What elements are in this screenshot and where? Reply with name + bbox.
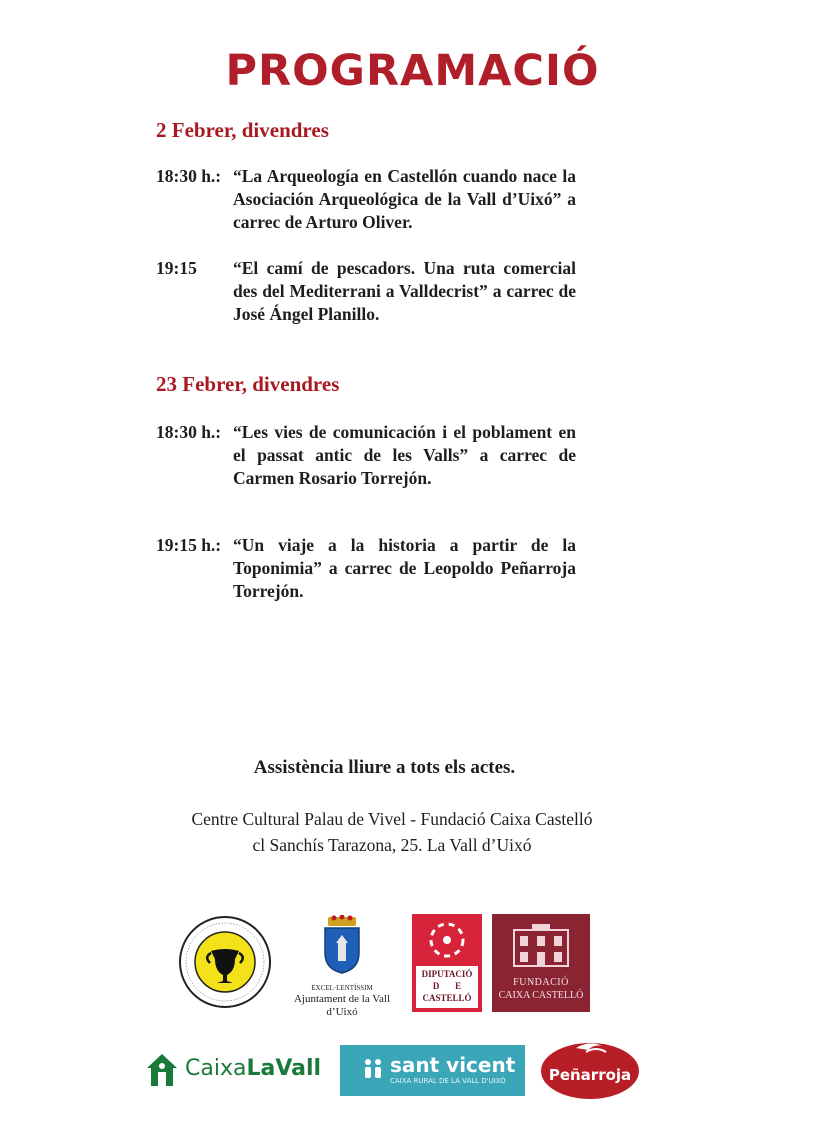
building-icon bbox=[506, 922, 576, 970]
event-time: 19:15 h.: bbox=[156, 535, 222, 555]
caixa-text: Caixa bbox=[185, 1056, 247, 1081]
event-time: 18:30 h.: bbox=[156, 166, 222, 186]
santvicent-logo bbox=[340, 1045, 525, 1096]
caixalavall-logo bbox=[145, 1050, 330, 1090]
event-3 bbox=[156, 421, 576, 490]
association-logo bbox=[178, 915, 272, 1009]
ajuntament-small-text: EXCEL·LENTÍSSIM bbox=[311, 984, 373, 992]
venue-line-2: cl Sanchís Tarazona, 25. La Vall d’Uixó bbox=[252, 835, 532, 855]
fundacio-logo bbox=[492, 914, 590, 1012]
santvicent-text: sant vicent bbox=[390, 1053, 516, 1077]
event-description: “El camí de pescadors. Una ruta comercial des del Mediterrani a Valldecrist” a carrec de José Ángel Planillo. bbox=[233, 258, 576, 324]
penarroja-text: Peñarroja bbox=[548, 1066, 632, 1084]
fundacio-line-1: FUNDACIÓ bbox=[513, 977, 569, 988]
fundacio-line-2: CAIXA CASTELLÓ bbox=[498, 990, 584, 1001]
penarroja-logo bbox=[540, 1038, 640, 1100]
page-title: PROGRAMACIÓ bbox=[225, 46, 600, 96]
santvicent-subtext: CAIXA RURAL DE LA VALL D'UIXÓ bbox=[390, 1077, 506, 1085]
section-date-1: 2 Febrer, divendres bbox=[156, 118, 329, 142]
diputacio-line-2: D E bbox=[432, 981, 462, 991]
event-time: 18:30 h.: bbox=[156, 422, 222, 442]
ajuntament-logo bbox=[282, 915, 402, 1018]
event-4 bbox=[156, 534, 576, 603]
diputacio-line-3: CASTELLÓ bbox=[422, 993, 472, 1003]
diputacio-logo bbox=[412, 914, 482, 1012]
event-2 bbox=[156, 257, 576, 326]
house-icon bbox=[145, 1052, 179, 1088]
event-time: 19:15 bbox=[156, 258, 197, 278]
shield-icon bbox=[320, 915, 364, 975]
venue-line-1: Centre Cultural Palau de Vivel - Fundació Caixa Castelló bbox=[191, 809, 593, 829]
people-icon bbox=[362, 1057, 384, 1079]
event-1 bbox=[156, 165, 576, 234]
ajuntament-text: Ajuntament de la Vall d’Uixó bbox=[293, 993, 391, 1018]
event-description: “La Arqueología en Castellón cuando nace la Asociación Arqueológica de la Vall d’Uixó” a carrec de Arturo Oliver. bbox=[233, 166, 576, 232]
attendance-note: Assistència lliure a tots els actes. bbox=[253, 757, 516, 778]
event-description: “Un viaje a la historia a partir de la Toponimia” a carrec de Leopoldo Peñarroja Torrejón. bbox=[233, 535, 576, 601]
section-date-2: 23 Febrer, divendres bbox=[156, 372, 340, 396]
diputacio-line-1: DIPUTACIÓ bbox=[421, 969, 473, 979]
lavall-text: LaVall bbox=[246, 1056, 322, 1081]
event-description: “Les vies de comunicación i el poblament en el passat antic de les Valls” a carrec de Carmen Rosario Torrejón. bbox=[233, 422, 576, 488]
